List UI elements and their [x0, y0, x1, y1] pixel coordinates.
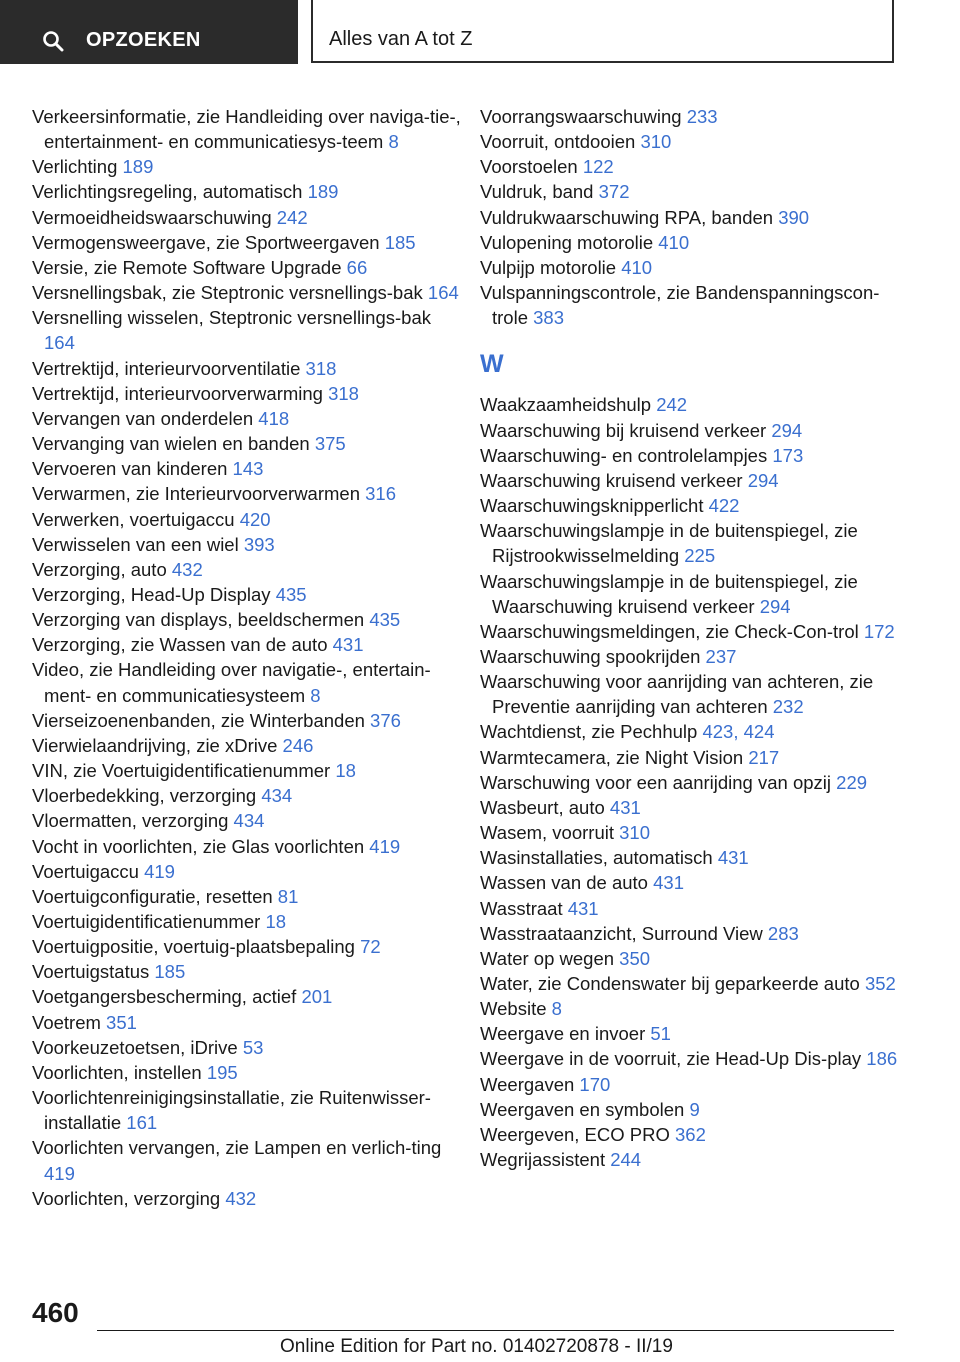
- index-entry-page-link[interactable]: 390: [778, 206, 810, 228]
- index-entry: [32, 1060, 462, 1085]
- index-entry-page-link[interactable]: 51: [650, 1023, 671, 1045]
- index-entry-term: Weergeven, ECO PRO: [480, 1123, 670, 1145]
- index-entry: [32, 1010, 462, 1035]
- index-entry-term: Vertrektijd, interieurvoorventilatie: [32, 357, 301, 379]
- index-column-right: [480, 104, 910, 1172]
- index-entry: [32, 456, 462, 481]
- index-entry: [480, 104, 910, 129]
- index-entry: [32, 179, 462, 204]
- index-entry-term: Weergave en invoer: [480, 1023, 646, 1045]
- index-entry-page-link[interactable]: 419: [44, 1162, 75, 1184]
- index-entry-page-link[interactable]: 164: [44, 332, 75, 354]
- index-entry: [32, 733, 462, 758]
- index-entry-page-link[interactable]: 72: [360, 936, 381, 958]
- index-entry-page-link[interactable]: 18: [335, 760, 356, 782]
- index-entry-term: Voertuigconfiguratie, resetten: [32, 885, 273, 907]
- index-entry: [480, 418, 910, 443]
- index-entry-term: Voetgangersbescherming, actief: [32, 986, 297, 1008]
- index-entry-page-link[interactable]: 232: [772, 696, 804, 718]
- index-entry-page-link[interactable]: 233: [686, 106, 718, 127]
- index-entry-page-link[interactable]: 383: [533, 307, 565, 329]
- index-entry-page-link[interactable]: 432: [225, 1187, 257, 1209]
- index-entry: [480, 205, 910, 230]
- index-entry-page-link[interactable]: 53: [242, 1036, 264, 1058]
- index-entry: [480, 795, 910, 820]
- index-entry: [32, 808, 462, 833]
- index-entry: [480, 719, 910, 744]
- index-entry-term: Verwerken, voertuigaccu: [32, 508, 235, 530]
- index-entry-page-link[interactable]: 185: [384, 231, 416, 253]
- index-entry-term: Voorlichten, verzorging: [32, 1187, 221, 1209]
- index-entry-page-link[interactable]: 375: [314, 433, 346, 455]
- index-entry: [480, 669, 910, 719]
- index-entry-page-link[interactable]: 186: [866, 1048, 898, 1070]
- footer-edition-text: Online Edition for Part no. 01402720878 - II/19: [280, 1336, 673, 1357]
- index-entry-term: Verwisselen van een wiel: [32, 533, 239, 555]
- index-entry: [32, 154, 462, 179]
- index-entry-page-link[interactable]: 294: [759, 595, 791, 617]
- index-entry: [480, 971, 910, 996]
- index-entry-page-link[interactable]: 435: [275, 583, 307, 605]
- index-entry-term: Wasinstallaties, automatisch: [480, 847, 713, 869]
- index-entry: [480, 820, 910, 845]
- index-entry: [480, 946, 910, 971]
- index-entry-page-link[interactable]: 431: [332, 634, 364, 656]
- index-entry-page-link[interactable]: 201: [301, 986, 333, 1008]
- index-entry-page-link[interactable]: 434: [261, 785, 293, 807]
- index-entry: [480, 280, 910, 330]
- index-entry-term: Waarschuwing- en controlelampjes: [480, 444, 768, 466]
- index-column-left: [32, 104, 462, 1211]
- index-entry-term: Versie, zie Remote Software Upgrade: [32, 256, 342, 278]
- index-entry: [480, 1097, 910, 1122]
- index-entry: [480, 845, 910, 870]
- index-entry: [32, 1135, 462, 1185]
- index-entry-term: Wasstraataanzicht, Surround View: [480, 922, 763, 944]
- index-entry-term: Wasstraat: [480, 897, 563, 919]
- index-entry-term: Verkeersinformatie, zie Handleiding over naviga-tie-, entertainment- en communicatiesys-teem: [32, 106, 461, 153]
- index-entry-term: Verzorging van displays, beeldschermen: [32, 609, 365, 631]
- index-entry: [32, 205, 462, 230]
- index-entry-page-link[interactable]: 229: [836, 771, 868, 793]
- index-entry-page-link[interactable]: 195: [206, 1061, 238, 1083]
- index-entry-term: Voorlichtenreinigingsinstallatie, zie Ruitenwisser-installatie: [32, 1087, 431, 1134]
- search-icon: [42, 30, 64, 52]
- index-entry-page-link[interactable]: 237: [705, 645, 737, 667]
- index-entry-page-link[interactable]: 8: [388, 131, 399, 153]
- index-entry-page-link[interactable]: 283: [767, 922, 799, 944]
- page-number: 460: [32, 1297, 79, 1328]
- index-entry-term: Voorstoelen: [480, 156, 578, 178]
- index-entry-page-link[interactable]: 81: [277, 885, 299, 907]
- index-entry-term: Voertuigstatus: [32, 961, 150, 983]
- index-entry: [32, 255, 462, 280]
- index-entry-page-link[interactable]: 310: [640, 131, 672, 153]
- index-entry-page-link[interactable]: 376: [370, 709, 401, 731]
- index-entry: [32, 959, 462, 984]
- index-entry-page-link[interactable]: 225: [684, 545, 716, 567]
- index-entry-term: Weergaven en symbolen: [480, 1098, 685, 1120]
- index-entry-term: Vuldrukwaarschuwing RPA, banden: [480, 206, 774, 228]
- index-entry-page-link[interactable]: 143: [232, 458, 264, 480]
- index-entry-term: Waarschuwingslampje in de buitenspiegel, zie Waarschuwing kruisend verkeer: [480, 570, 858, 617]
- index-entry: [32, 783, 462, 808]
- index-entry: [32, 657, 462, 707]
- index-entry-term: Voorlichten, instellen: [32, 1061, 202, 1083]
- index-entry: [480, 770, 910, 795]
- index-entry-term: Waarschuwing voor aanrijding van achteren, zie Preventie aanrijding van achteren: [480, 671, 874, 718]
- index-entry-term: Waarschuwing bij kruisend verkeer: [480, 419, 767, 441]
- index-entry: [32, 406, 462, 431]
- index-entry-page-link[interactable]: 431: [567, 897, 599, 919]
- footer-divider: [97, 1330, 894, 1331]
- index-entry-page-link[interactable]: 418: [258, 407, 290, 429]
- index-entry-term: Website: [480, 998, 547, 1020]
- index-entry-page-link[interactable]: 244: [610, 1149, 642, 1171]
- index-entry-term: Vuldruk, band: [480, 181, 594, 203]
- index-entry-term: Vertrektijd, interieurvoorverwarming: [32, 382, 323, 404]
- index-entry-term: Vierseizoenenbanden, zie Winterbanden: [32, 709, 365, 731]
- index-entry: [32, 381, 462, 406]
- index-entry-term: Voertuigaccu: [32, 860, 139, 882]
- index-entry-term: Wachtdienst, zie Pechhulp: [480, 721, 698, 743]
- index-entry-page-link[interactable]: 161: [126, 1112, 158, 1134]
- index-entry-term: Weergave in de voorruit, zie Head-Up Dis-play: [480, 1048, 862, 1070]
- index-entry-page-link[interactable]: 242: [276, 206, 308, 228]
- index-entry: [480, 518, 910, 568]
- index-entry-page-link[interactable]: 310: [619, 822, 650, 844]
- index-entry: [480, 996, 910, 1021]
- index-entry-term: Vermogensweergave, zie Sportweergaven: [32, 231, 380, 253]
- index-entry-page-link[interactable]: 242: [656, 394, 688, 416]
- index-entry-page-link[interactable]: 362: [675, 1123, 706, 1145]
- index-entry-page-link[interactable]: 352: [864, 973, 896, 994]
- index-entry-term: Wegrijassistent: [480, 1149, 606, 1171]
- index-entry-page-link[interactable]: 172: [863, 620, 895, 642]
- index-entry: [32, 884, 462, 909]
- index-entry: [480, 468, 910, 493]
- index-entry: [32, 481, 462, 506]
- index-entry-page-link[interactable]: 189: [122, 156, 154, 178]
- index-entry-page-link[interactable]: 185: [154, 961, 186, 983]
- index-entry-term: Vierwielaandrijving, zie xDrive: [32, 734, 278, 756]
- index-entry-term: Waarschuwingsmeldingen, zie Check-Con-trol: [480, 620, 859, 642]
- index-entry: [480, 154, 910, 179]
- index-entry-term: Waarschuwing spookrijden: [480, 645, 701, 667]
- index-entry-term: Vervangen van onderdelen: [32, 407, 254, 429]
- index-entry-term: Weergaven: [480, 1073, 575, 1095]
- index-entry: [480, 1021, 910, 1046]
- index-entry-term: Voorlichten vervangen, zie Lampen en verlich-ting: [32, 1137, 442, 1159]
- index-entry: [480, 896, 910, 921]
- index-entry-page-link[interactable]: 318: [305, 357, 337, 379]
- index-entry: [32, 230, 462, 255]
- index-entry: [32, 1035, 462, 1060]
- index-entry: [480, 1147, 910, 1172]
- index-entry-term: Vocht in voorlichten, zie Glas voorlichten: [32, 835, 365, 857]
- index-entry-page-link[interactable]: 431: [717, 847, 749, 869]
- index-entry-page-link[interactable]: 432: [171, 558, 203, 580]
- index-entry-page-link[interactable]: 419: [369, 835, 401, 857]
- index-entry: [480, 255, 910, 280]
- index-entry-term: Waakzaamheidshulp: [480, 394, 652, 416]
- index-entry-term: Verzorging, Head-Up Display: [32, 583, 271, 605]
- index-entry: [32, 934, 462, 959]
- index-entry-page-link[interactable]: 217: [748, 746, 780, 768]
- index-entry: [32, 582, 462, 607]
- index-entry-page-link[interactable]: 189: [307, 181, 339, 203]
- index-entry-term: VIN, zie Voertuigidentificatienummer: [32, 760, 331, 782]
- index-entry: [32, 507, 462, 532]
- index-entry-page-link[interactable]: 9: [689, 1098, 700, 1120]
- index-entry-page-link[interactable]: 434: [233, 810, 265, 832]
- index-entry-term: Warmtecamera, zie Night Vision: [480, 746, 744, 768]
- section-tab-label: Alles van A tot Z: [329, 28, 473, 50]
- index-entry-page-link[interactable]: 420: [239, 508, 271, 530]
- index-entry: [480, 493, 910, 518]
- index-group-w: [480, 392, 910, 1172]
- index-entry-term: Voorrangswaarschuwing: [480, 106, 682, 127]
- index-entry: [480, 443, 910, 468]
- index-entry: [480, 921, 910, 946]
- index-entry-term: Vloermatten, verzorging: [32, 810, 229, 832]
- index-entry: [32, 708, 462, 733]
- index-entry-page-link[interactable]: 435: [369, 609, 401, 631]
- index-entry: [480, 569, 910, 619]
- index-entry-term: Verzorging, zie Wassen van de auto: [32, 634, 328, 656]
- index-entry: [480, 1122, 910, 1147]
- index-entry-term: Waarschuwing kruisend verkeer: [480, 469, 743, 491]
- index-entry-page-link[interactable]: 66: [346, 256, 368, 278]
- index-entry-page-link[interactable]: 350: [619, 947, 651, 969]
- index-entry-term: Vermoeidheidswaarschuwing: [32, 206, 272, 228]
- index-entry: [32, 984, 462, 1009]
- index-entry-page-link[interactable]: 294: [747, 469, 779, 491]
- index-entry-page-link[interactable]: 423, 424: [702, 721, 775, 743]
- index-entry: [480, 644, 910, 669]
- index-entry: [480, 870, 910, 895]
- index-entry-page-link[interactable]: 164: [427, 282, 459, 304]
- search-tab[interactable]: [0, 0, 298, 64]
- index-entry: [32, 431, 462, 456]
- search-tab-label: OPZOEKEN: [86, 29, 201, 51]
- index-entry-term: Vulpijp motorolie: [480, 256, 617, 278]
- index-entry-page-link[interactable]: 173: [772, 444, 804, 466]
- index-entry: [480, 179, 910, 204]
- index-entry-term: Wasbeurt, auto: [480, 796, 605, 818]
- index-entry: [32, 356, 462, 381]
- index-entry-term: Vervoeren van kinderen: [32, 458, 228, 480]
- index-entry: [32, 1186, 462, 1211]
- index-entry-page-link[interactable]: 318: [328, 382, 359, 404]
- index-entry: [480, 619, 910, 644]
- index-entry-page-link[interactable]: 351: [106, 1011, 137, 1033]
- index-entry-page-link[interactable]: 431: [609, 796, 641, 818]
- index-entry-term: Warschuwing voor een aanrijding van opzij: [480, 771, 832, 793]
- index-entry-page-link[interactable]: 8: [551, 998, 562, 1020]
- index-entry: [32, 280, 462, 305]
- index-entry-term: Voorruit, ontdooien: [480, 131, 636, 153]
- index-entry-term: Voetrem: [32, 1011, 101, 1033]
- index-entry: [32, 859, 462, 884]
- index-entry-page-link[interactable]: 372: [598, 181, 630, 203]
- index-entry-term: Voorkeuzetoetsen, iDrive: [32, 1036, 238, 1058]
- index-entry: [480, 392, 910, 417]
- index-entry-term: Video, zie Handleiding over navigatie-, entertain-ment- en communicatiesysteem: [32, 659, 431, 706]
- index-entry-page-link[interactable]: 410: [621, 256, 653, 278]
- index-entry-page-link[interactable]: 410: [658, 231, 690, 253]
- index-entry-term: Waarschuwingsknipperlicht: [480, 495, 704, 517]
- index-entry: [32, 834, 462, 859]
- index-entry-term: Water op wegen: [480, 947, 615, 969]
- index-entry-page-link[interactable]: 393: [243, 533, 275, 555]
- index-entry-term: Waarschuwingslampje in de buitenspiegel, zie Rijstrookwisselmelding: [480, 520, 858, 567]
- index-entry-term: Voertuigidentificatienummer: [32, 911, 261, 932]
- index-entry: [32, 1085, 462, 1135]
- index-entry-page-link[interactable]: 316: [365, 483, 397, 505]
- index-entry-term: Wassen van de auto: [480, 872, 648, 894]
- index-entry: [32, 632, 462, 657]
- index-entry: [480, 129, 910, 154]
- index-entry-term: Verlichtingsregeling, automatisch: [32, 181, 303, 203]
- index-group-v-continued: [480, 104, 910, 330]
- top-navigation-bar: [0, 0, 960, 66]
- index-entry: [32, 758, 462, 783]
- index-entry: [480, 230, 910, 255]
- index-entry-term: Verwarmen, zie Interieurvoorverwarmen: [32, 483, 360, 505]
- index-entry-term: Vulopening motorolie: [480, 231, 654, 253]
- index-entry-term: Versnellingsbak, zie Steptronic versnellings-bak: [32, 282, 423, 304]
- index-entry: [480, 1072, 910, 1097]
- index-entry-term: Wasem, voorruit: [480, 822, 614, 844]
- index-entry-term: Vervanging van wielen en banden: [32, 433, 310, 455]
- index-entry-page-link[interactable]: 431: [653, 872, 684, 894]
- index-entry: [32, 607, 462, 632]
- index-entry-term: Voertuigpositie, voertuig-plaatsbepaling: [32, 936, 355, 958]
- index-entry-page-link[interactable]: 122: [582, 156, 614, 178]
- index-entry-term: Water, zie Condenswater bij geparkeerde auto: [480, 973, 860, 994]
- index-entry-page-link[interactable]: 246: [282, 734, 314, 756]
- index-entry-term: Verzorging, auto: [32, 558, 167, 580]
- index-entry: [480, 745, 910, 770]
- index-entry: [480, 1046, 910, 1071]
- index-entry: [32, 305, 462, 355]
- index-entry-page-link[interactable]: 294: [771, 419, 803, 441]
- index-entry: [32, 909, 462, 934]
- index-entry: [32, 557, 462, 582]
- section-tab[interactable]: [311, 0, 894, 63]
- index-entry: [32, 104, 462, 154]
- index-entry-term: Versnelling wisselen, Steptronic versnellings-bak: [32, 307, 431, 329]
- index-entry-term: Verlichting: [32, 156, 118, 178]
- index-entry: [32, 532, 462, 557]
- index-entry-page-link[interactable]: 422: [708, 495, 740, 517]
- index-entry-page-link[interactable]: 419: [144, 860, 175, 882]
- index-entry-page-link[interactable]: 170: [579, 1073, 611, 1095]
- index-entry-page-link[interactable]: 8: [310, 684, 321, 706]
- index-entry-term: Vloerbedekking, verzorging: [32, 785, 257, 807]
- index-entry-term: Vulspanningscontrole, zie Bandenspanningscon-trole: [480, 282, 880, 329]
- letter-heading: W: [480, 350, 504, 379]
- index-entry-page-link[interactable]: 18: [265, 911, 287, 932]
